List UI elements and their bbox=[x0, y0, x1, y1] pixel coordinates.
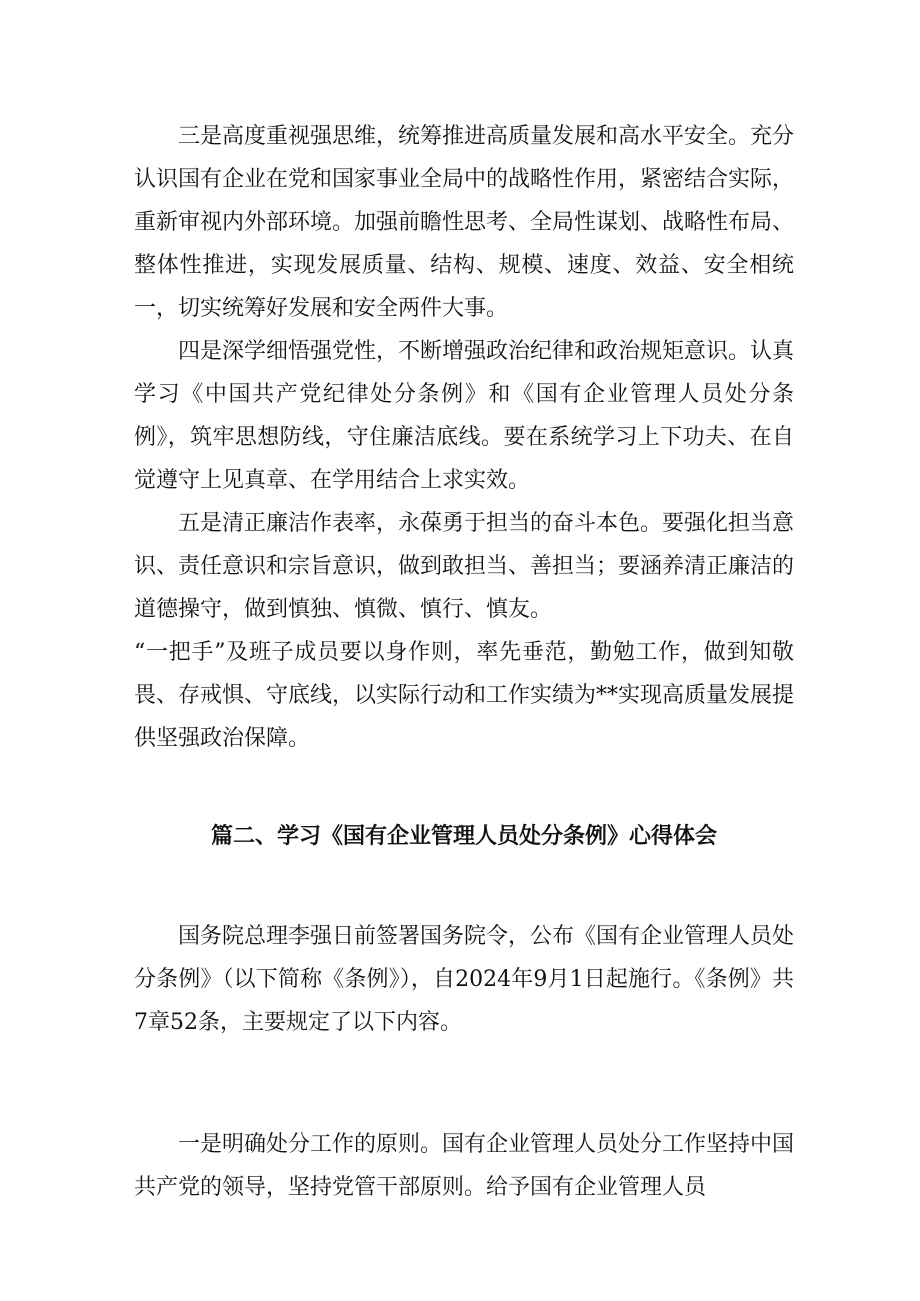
paragraph-regulation-intro: 国务院总理李强日前签署国务院令，公布《国有企业管理人员处分条例》（以下简称《条例》），自2024年9月1日起施行。《条例》共7章52条，主要规定了以下内容。 bbox=[134, 924, 795, 1035]
paragraph-five-integrity: 五是清正廉洁作表率，永葆勇于担当的奋斗本色。要强化担当意识、责任意识和宗旨意识，做到敢担当、善担当；要涵养清正廉洁的道德操守，做到慎独、慎微、慎行、慎友。 bbox=[134, 511, 795, 622]
paragraph-three-thinking: 三是高度重视强思维，统筹推进高质量发展和高水平安全。充分认识国有企业在党和国家事业全局中的战略性作用，紧密结合实际，重新审视内外部环境。加强前瞻性思考、全局性谋划、战略性布局、整体性推进，实现发展质量、结构、规模、速度、效益、安全相统一，切实统筹好发展和安全两件大事。 bbox=[134, 124, 795, 321]
section-title: 篇二、学习《国有企业管理人员处分条例》心得体会 bbox=[210, 823, 717, 849]
paragraph-four-party-spirit: 四是深学细悟强党性，不断增强政治纪律和政治规矩意识。认真学习《中国共产党纪律处分条例》和《国有企业管理人员处分条例》，筑牢思想防线，守住廉洁底线。要在系统学习上下功夫、在自觉遵守上见真章、在学用结合上求实效。 bbox=[134, 339, 795, 493]
paragraph-leader-example: “一把手”及班子成员要以身作则，率先垂范，勤勉工作，做到知敬畏、存戒惧、守底线，以实际行动和工作实绩为**实现高质量发展提供坚强政治保障。 bbox=[134, 640, 795, 751]
paragraph-principle-one: 一是明确处分工作的原则。国有企业管理人员处分工作坚持中国共产党的领导，坚持党管干部原则。给予国有企业管理人员 bbox=[134, 1132, 795, 1200]
